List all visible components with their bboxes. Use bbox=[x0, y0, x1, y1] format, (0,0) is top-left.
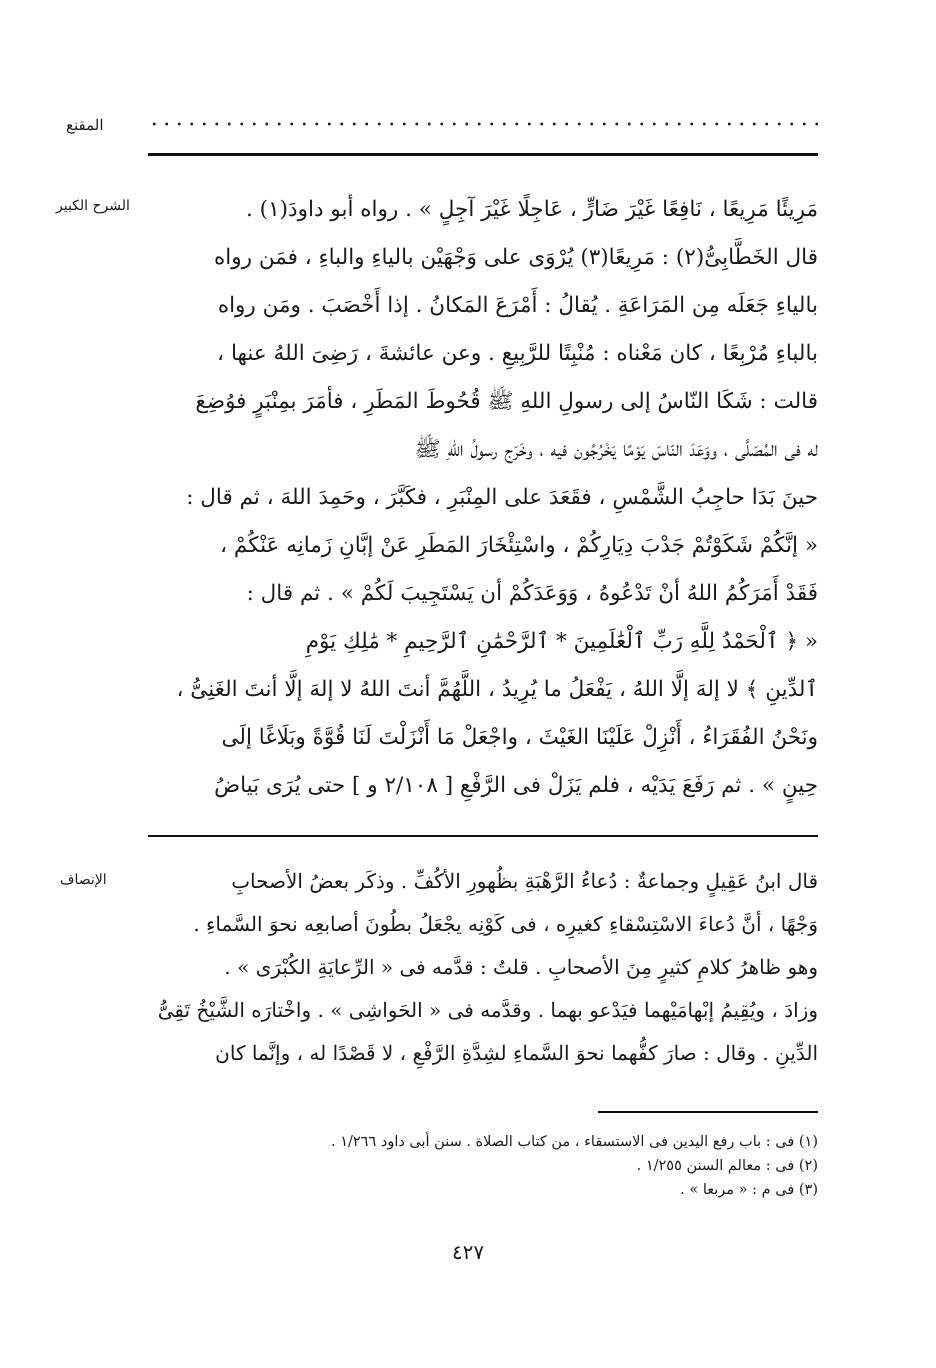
sharh-line: فَقَدْ أَمَرَكُمُ اللهُ أنْ تَدْعُوهُ ، وَوَعَدَكُمْ أن يَسْتَجِيبَ لَكُمْ » . ثم قال : bbox=[246, 581, 818, 606]
header-rule bbox=[148, 153, 818, 156]
sharh-line: مَرِيئًا مَرِيعًا ، نَافِعًا غَيْرَ ضَارٍّ ، عَاجِلًا غَيْرَ آجِلٍ » . رواه أبو داودَ(١) . bbox=[246, 197, 818, 222]
footnote: (٣) فى م : « مربعا » . bbox=[680, 1182, 818, 1198]
sharh-line: له فى المُصَلَّى ، ووَعَدَ النّاسَ يَوْمًا يَخْرُجُون فيه ، وخَرَج رسولُ اللهِ ﷺ bbox=[414, 437, 818, 462]
margin-label-sharh: الشرح الكبير bbox=[56, 198, 130, 214]
sharh-line: حِينٍ » . ثم رَفَعَ يَدَيْه ، فلم يَزَلْ فى الرَّفْعِ [ ٢/١٠٨ و ] حتى يُرَى بَياضُ bbox=[214, 773, 818, 798]
section-divider-rule bbox=[148, 835, 818, 837]
sharh-text-block bbox=[148, 186, 818, 810]
sharh-line: بالباءِ مُرْبِعًا ، كان مَعْناه : مُنْبِتًا للرَّبِيعِ . وعن عائشةَ ، رَضِىَ اللهُ عنها ، bbox=[217, 341, 818, 366]
running-header-title: المقنع bbox=[66, 116, 104, 134]
sharh-line: حينَ بَدَا حاجِبُ الشَّمْسِ ، فقَعَدَ على المِنْبَرِ ، فكَبَّرَ ، وحَمِدَ اللهَ ، ثم قال : bbox=[186, 485, 818, 510]
page-number: ٤٢٧ bbox=[451, 1240, 485, 1264]
sharh-line: ٱلدِّينِ ﴾ لا إلهَ إلَّا اللهُ ، يَفْعَلُ ما يُرِيدُ ، اللَّهُمَّ أنتَ اللهُ لا إلهَ إلَّا أنتَ الغَنِىُّ ، bbox=[176, 677, 818, 702]
margin-label-insaf: الإنصاف bbox=[60, 872, 107, 888]
sharh-line: بالياءِ جَعَلَه مِن المَرَاعَةِ . يُقالُ : أَمْرَعَ المَكانُ . إذا أَخْصَبَ . ومَن رواه bbox=[217, 293, 818, 318]
footnote: (١) فى : باب رفع اليدين فى الاستسقاء ، من كتاب الصلاة . سنن أبى داود ١/٢٦٦ . bbox=[330, 1134, 818, 1150]
sharh-line: « إنَّكُمْ شَكَوْتُمْ جَدْبَ دِيَارِكُمْ ، واسْتِئْخَارَ المَطَرِ عَنْ إبَّانِ زَمانِه عَنْكُمْ ، bbox=[220, 533, 818, 558]
insaf-line: وزادَ ، ويُقِيمُ إبْهامَيْهما فيَدْعو بهما . وقدَّمه فى « الحَواشِى » . واخْتارَه الشَّيْخُ تَقِىُّ bbox=[157, 998, 818, 1022]
insaf-line: وهو ظاهرُ كلامِ كثيرٍ مِنَ الأصحابِ . قلتُ : قدَّمه فى « الرِّعايَةِ الكُبْرَى » . bbox=[224, 955, 818, 979]
insaf-text-block bbox=[148, 860, 818, 1075]
insaf-line: الدِّينِ . وقال : صارَ كفُّهما نحوَ السَّماءِ لشِدَّةِ الرَّفْعِ ، لا قَصْدًا له ، وإنَّما كان bbox=[215, 1041, 818, 1065]
footnote-rule bbox=[598, 1111, 818, 1113]
insaf-line: وَجْهًا ، أنَّ دُعاءَ الاسْتِسْقاءِ كغيرِه ، فى كَوْنِه يجْعَلُ بطُونَ أصابعِه نحوَ السَّماءِ . bbox=[193, 912, 818, 936]
footnotes bbox=[148, 1130, 818, 1202]
insaf-line: قال ابنُ عَقِيلٍ وجماعةٌ : دُعاءُ الرَّهْبَةِ بظُهورِ الأكُفِّ . وذكَر بعضُ الأصحابِ bbox=[231, 869, 818, 893]
sharh-line: قال الخَطَّابِىُّ(٢) : مَرِيعًا(٣) يُرْوَى على وَجْهَيْن بالياءِ والباءِ ، فمَن رواه bbox=[213, 245, 818, 270]
sharh-line: « ﴿ ٱلْحَمْدُ لِلَّهِ رَبِّ ٱلْعَٰلَمِينَ * ٱلرَّحْمَٰنِ ٱلرَّحِيمِ * مَٰلِكِ يَوْمِ bbox=[305, 629, 818, 654]
footnote: (٢) فى : معالم السنن ١/٢٥٥ . bbox=[636, 1158, 818, 1174]
sharh-line: قالت : شَكَا النّاسُ إلى رسولِ اللهِ ﷺ قُحُوطَ المَطَرِ ، فأمَرَ بمِنْبَرٍ فوُضِعَ bbox=[195, 389, 818, 414]
header-dotted-leader bbox=[148, 118, 818, 130]
sharh-line: ونَحْنُ الفُقَرَاءُ ، أَنْزِلْ عَلَيْنَا الغَيْثَ ، واجْعَلْ مَا أَنْزَلْتَ لَنَا قُوَّةً وبَلَاغًا إلَى bbox=[221, 725, 818, 750]
